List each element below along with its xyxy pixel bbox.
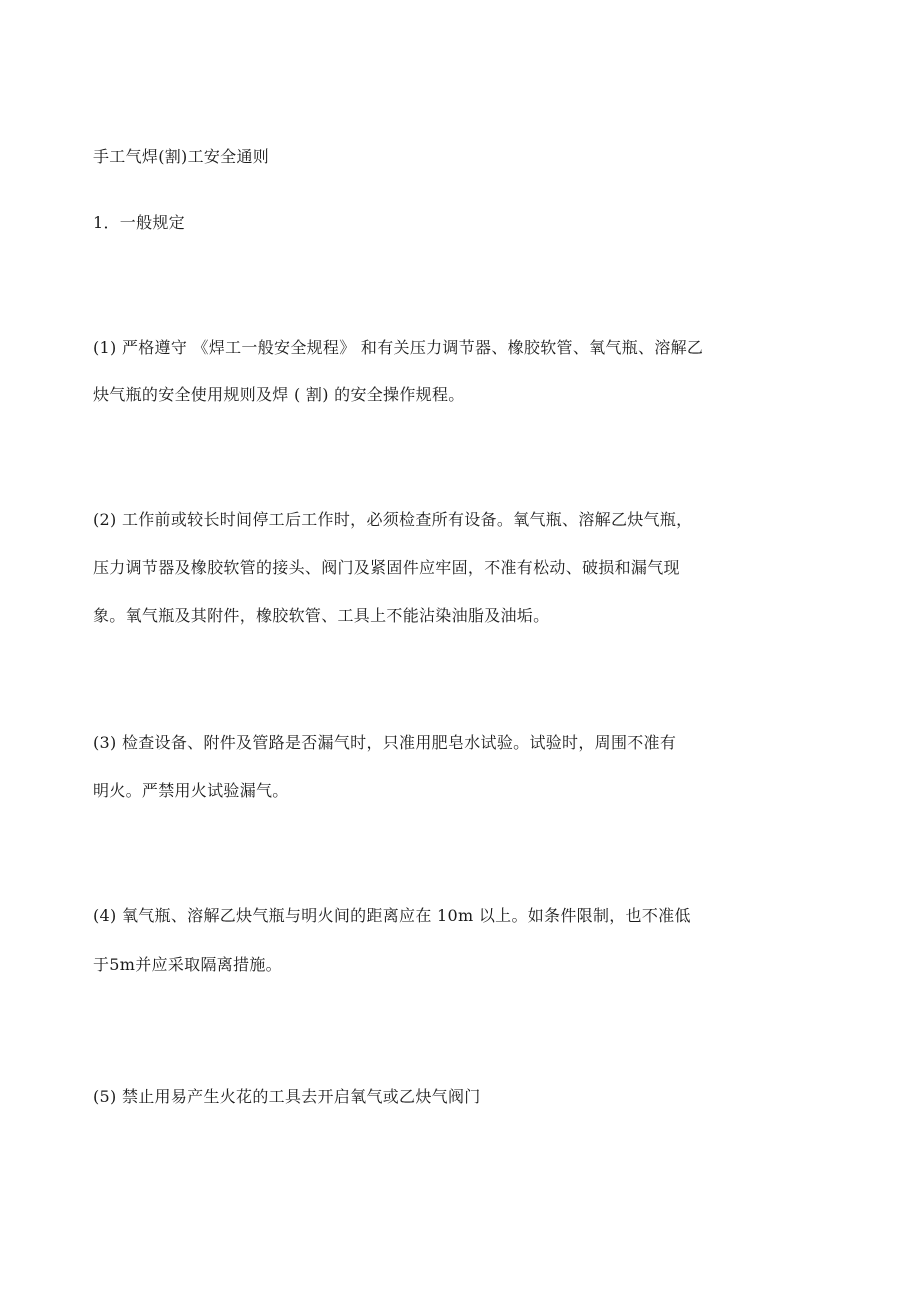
section-heading: 1．一般规定 [93,213,185,232]
paragraph-4-line-2: 于5m并应采取隔离措施。 [93,955,282,974]
paragraph-2-line-1: (2) 工作前或较长时间停工后工作时，必须检查所有设备。氧气瓶、溶解乙炔气瓶， [93,510,693,529]
paragraph-2-line-2: 压力调节器及橡胶软管的接头、阀门及紧固件应牢固，不准有松动、破损和漏气现 [93,558,680,577]
paragraph-2-line-3: 象。氧气瓶及其附件，橡胶软管、工具上不能沾染油脂及油垢。 [93,606,550,625]
paragraph-1-line-2: 炔气瓶的安全使用规则及焊 ( 割) 的安全操作规程。 [93,385,465,404]
paragraph-3-line-2: 明火。严禁用火试验漏气。 [93,781,289,800]
paragraph-3-line-1: (3) 检查设备、附件及管路是否漏气时，只准用肥皂水试验。试验时，周围不准有 [93,733,677,752]
paragraph-4-line-1: (4) 氧气瓶、溶解乙炔气瓶与明火间的距离应在 10m 以上。如条件限制，也不准低 [93,906,691,925]
paragraph-1-line-1: (1) 严格遵守 《焊工一般安全规程》 和有关压力调节器、橡胶软管、氧气瓶、溶解乙 [93,338,704,357]
document-title: 手工气焊(割)工安全通则 [93,147,270,166]
paragraph-5-line-1: (5) 禁止用易产生火花的工具去开启氧气或乙炔气阀门 [93,1087,481,1106]
